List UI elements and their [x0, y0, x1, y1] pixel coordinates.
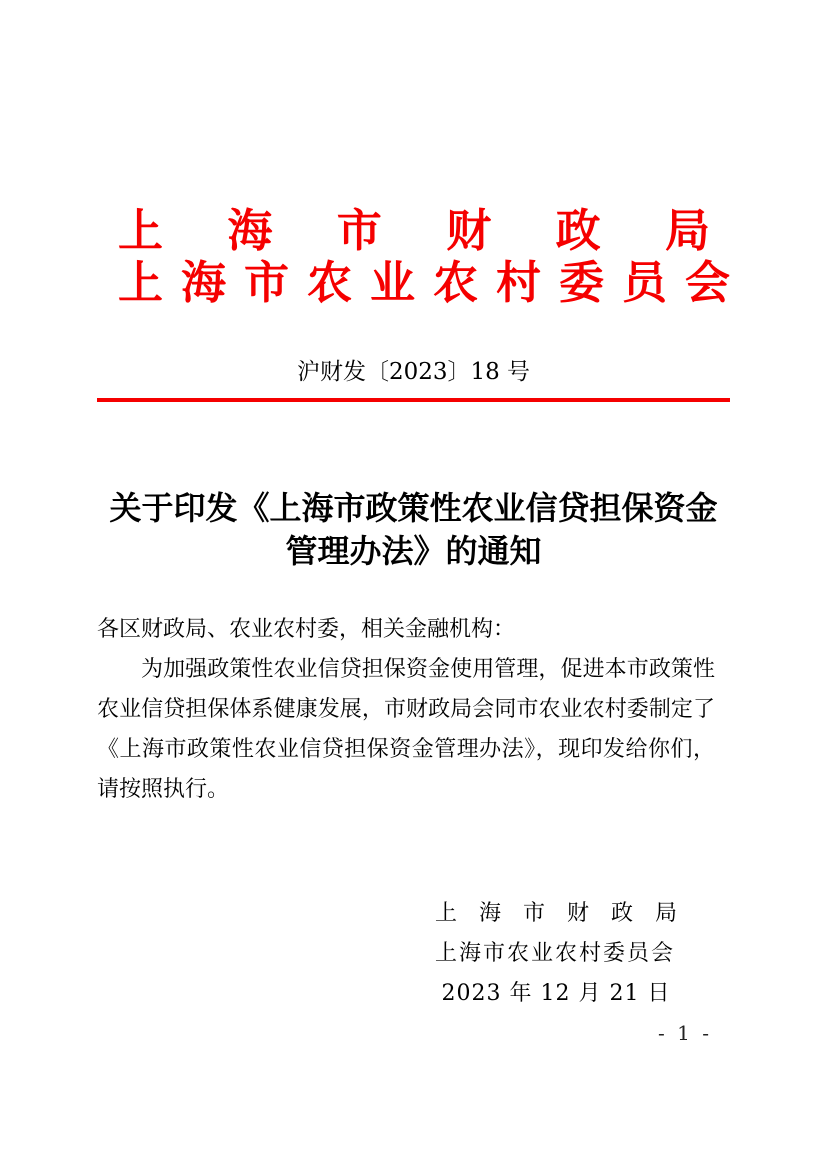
issuer-name-agriculture-committee: 上海市农业农村委员会 [118, 256, 749, 309]
document-title-line-2: 管理办法》的通知 [285, 532, 542, 570]
document-number: 沪财发〔2023〕18 号 [296, 359, 531, 385]
signature-agency-agriculture-committee: 上海市农业农村委员会 [435, 941, 676, 966]
signature-date: 2023 年 12 月 21 日 [441, 981, 671, 1006]
document-title-line-1: 关于印发《上海市政策性农业信贷担保资金 [109, 489, 718, 527]
page-number: - 1 - [658, 1021, 712, 1045]
letterhead-divider-line [97, 398, 730, 402]
letterhead [118, 205, 748, 309]
salutation-line: 各区财政局、农业农村委，相关金融机构： [97, 617, 516, 642]
document-body [97, 610, 715, 810]
issuer-name-finance-bureau: 上 海 市 财 政 局 [118, 204, 710, 257]
signature-block [435, 894, 677, 1014]
body-paragraph: 为加强政策性农业信贷担保资金使用管理，促进本市政策性农业信贷担保体系健康发展，市财政局会同市农业农村委制定了《上海市政策性农业信贷担保资金管理办法》，现印发给你们，请按照执行。 [97, 657, 715, 802]
signature-agency-finance-bureau: 上 海 市 财 政 局 [435, 901, 677, 926]
document-title [97, 487, 730, 573]
